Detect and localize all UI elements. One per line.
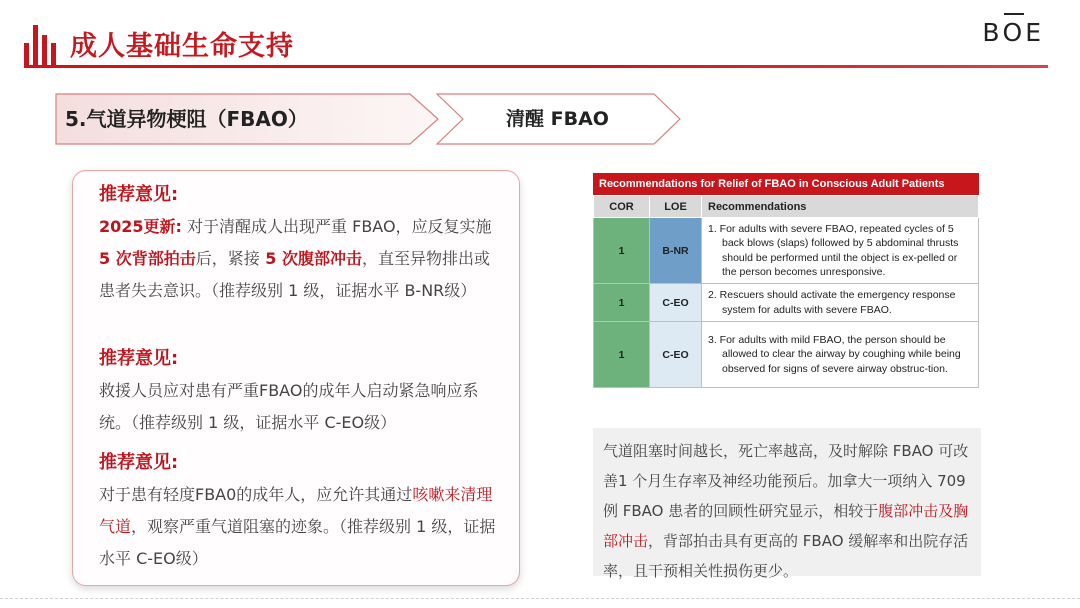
header-divider xyxy=(24,65,1048,68)
table-row xyxy=(594,284,979,322)
recommendation-cell: 1. For adults with severe FBAO, repeated cycles of 5 back blows (slaps) followed by 5 abdominal thrusts should be performed until the object is ex-pelled or the person becomes unresponsive. xyxy=(702,218,979,284)
breadcrumb-step xyxy=(55,93,440,145)
recommendation-text: 救援人员应对患有严重FBAO的成年人启动紧急响应系统。（推荐级别 1 级，证据水平 C-EO级） xyxy=(99,381,479,432)
cor-cell: 1 xyxy=(594,322,650,388)
recommendation-text: ，观察严重气道阻塞的迹象。（推荐级别 1 级，证据水平 C-EO级） xyxy=(99,517,496,568)
highlight-abdominal-thrusts: 5 次腹部冲击 xyxy=(259,249,363,268)
recommendation-card xyxy=(72,170,520,586)
brand-logo: BOE xyxy=(982,18,1044,47)
column-header-recommendations: Recommendations xyxy=(702,196,979,218)
cor-cell: 1 xyxy=(594,218,650,284)
recommendation-text: 对于患有轻度FBA0的成年人，应允许其通过 xyxy=(99,485,413,504)
breadcrumb-sub xyxy=(436,93,682,145)
page-title: 成人基础生命支持 xyxy=(70,31,294,62)
logo-bars-icon xyxy=(24,23,60,65)
recommendation-1 xyxy=(99,179,501,307)
highlight-back-blows: 5 次背部拍击 xyxy=(99,249,196,268)
loe-cell: C-EO xyxy=(650,284,702,322)
column-header-loe: LOE xyxy=(650,196,702,218)
recommendation-heading: 推荐意见: xyxy=(99,452,179,473)
recommendation-cell: 2. Rescuers should activate the emergency response system for adults with severe FBAO. xyxy=(702,284,979,322)
recommendation-text: 对于清醒成人出现严重 FBAO，应反复实施 xyxy=(187,217,492,236)
table-row xyxy=(594,218,979,284)
recommendation-2 xyxy=(99,343,501,439)
evidence-note xyxy=(593,428,981,580)
column-header-cor: COR xyxy=(594,196,650,218)
recommendations-table xyxy=(593,173,979,388)
recommendation-text: ，直至异物排出或患者失去意识。（推荐级别 1 级，证据水平 B-NR级） xyxy=(99,249,491,300)
loe-cell: C-EO xyxy=(650,322,702,388)
highlight-coughing: 咳嗽来清理气道 xyxy=(99,485,493,536)
note-highlight: 腹部冲击及胸部冲击 xyxy=(603,502,969,550)
table-row xyxy=(594,322,979,388)
cor-cell: 1 xyxy=(594,284,650,322)
table-title: Recommendations for Relief of FBAO in Conscious Adult Patients xyxy=(593,173,979,195)
recommendation-heading: 推荐意见: xyxy=(99,348,179,369)
recommendation-3 xyxy=(99,447,501,575)
note-text: 气道阻塞时间越长，死亡率越高，及时解除 FBAO 可改善1 个月生存率及神经功能预后。加拿大一项纳入 709 例 FBAO 患者的回顾性研究显示，相较于 xyxy=(603,442,969,520)
recommendation-cell: 3. For adults with mild FBAO, the person should be allowed to clear the airway by coughing while being observed for signs of severe airway obstruc-tion. xyxy=(702,322,979,388)
breadcrumb-step-label: 5.气道异物梗阻（FBAO） xyxy=(65,107,308,131)
footer-divider xyxy=(0,598,1080,599)
recommendation-text: 后，紧接 xyxy=(195,249,260,268)
breadcrumb-sub-label: 清醒 FBAO xyxy=(506,108,609,130)
update-label: 2025更新: xyxy=(99,217,182,236)
loe-cell: B-NR xyxy=(650,218,702,284)
note-text: ，背部拍击具有更高的 FBAO 缓解率和出院存活率，且干预相关性损伤更少。 xyxy=(603,532,969,580)
recommendation-heading: 推荐意见: xyxy=(99,184,179,205)
